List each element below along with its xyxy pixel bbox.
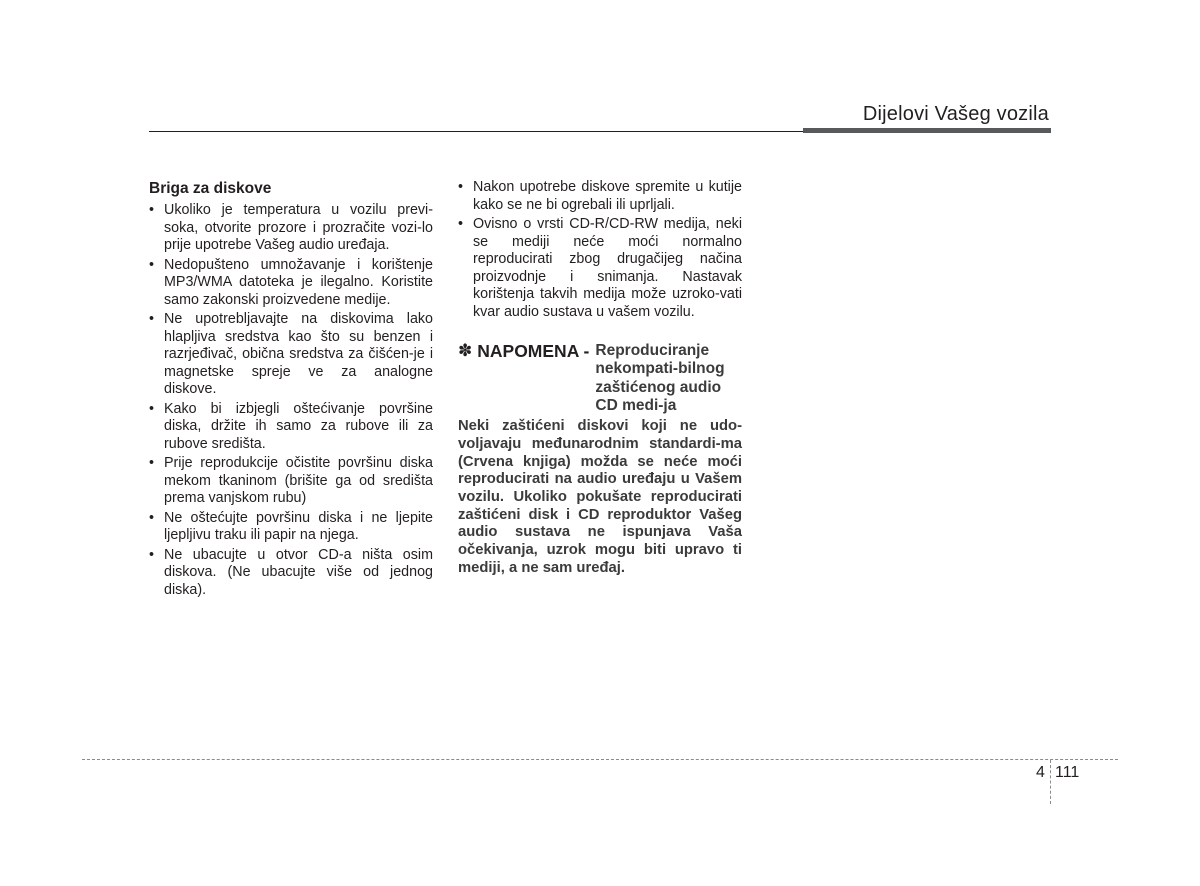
footer-divider <box>82 759 1118 760</box>
list-item: • Ukoliko je temperatura u vozilu previ-soka, otvorite prozore i prozračite vozi-lo prije upotrebe Vašeg audio uređaja. <box>149 202 433 253</box>
bullet-icon: • <box>149 400 155 417</box>
list-item: • Ne oštećujte površinu diska i ne ljepite ljepljivu traku ili papir na njega. <box>149 509 433 543</box>
list-item: • Nedopušteno umnožavanje i korištenje MP3/WMA datoteka je ilegalno. Koristite samo zakonski proizvedene medije. <box>149 256 433 308</box>
disc-storage-list <box>458 179 742 321</box>
bullet-icon: • <box>149 202 155 218</box>
note-label <box>458 342 589 360</box>
list-item: • Ne ubacujte u otvor CD-a ništa osim diskova. (Ne ubacujte više od jednog diska). <box>149 546 433 598</box>
bullet-icon: • <box>149 256 155 273</box>
page-number: 111 <box>1055 764 1080 781</box>
note-heading <box>458 342 742 415</box>
list-item: • Prije reprodukcije očistite površinu diska mekom tkaninom (brišite ga od središta prema vanjskom rubu) <box>149 455 433 506</box>
bullet-icon: • <box>149 546 155 563</box>
header-accent-bar <box>803 128 1051 133</box>
section-title: Briga za diskove <box>149 180 272 197</box>
note-label-text: NAPOMENA - <box>477 341 590 361</box>
chapter-number: 4 <box>1036 764 1045 781</box>
note-subtitle: Reproduciranje nekompati-bilnog zaštićenog audio CD medi-ja <box>595 342 725 414</box>
bullet-icon: • <box>149 455 155 471</box>
list-item: • Nakon upotrebe diskove spremite u kutije kako se ne bi ogrebali ili uprljali. <box>458 179 742 213</box>
list-item: • Ne upotrebljavajte na diskovima lako hlapljiva sredstva kao što su benzen i razrjeđivač, obična sredstva za čišćen-je i magnetske spreje ve za analogne diskove. <box>149 311 433 397</box>
note-body: Neki zaštićeni diskovi koji ne udo-voljavaju međunarodnim standardi-ma (Crvena knjiga) možda se neće moći reproducirati na audio uređaju u Vašem vozilu. Ukoliko pokušate reproducirati zaštićeni disk i CD reproduktor Vašeg audio sustava ne ispunjava Vaša očekivanja, uzrok mogu biti upravo ti mediji, a ne sam uređaj. <box>458 418 742 576</box>
left-column <box>149 179 433 601</box>
note-star-icon: ✽ <box>458 341 473 360</box>
header-rule <box>149 131 804 132</box>
section-header-title: Dijelovi Vašeg vozila <box>862 103 1049 125</box>
bullet-icon: • <box>458 179 464 195</box>
list-item: • Kako bi izbjegli oštećivanje površine diska, držite ih samo za rubove ili za rubove središta. <box>149 400 433 452</box>
bullet-icon: • <box>458 216 464 232</box>
bullet-icon: • <box>149 509 155 526</box>
right-column <box>458 179 742 578</box>
bullet-icon: • <box>149 311 155 327</box>
footer-page-separator <box>1050 760 1051 804</box>
disc-care-list <box>149 202 433 599</box>
list-item: • Ovisno o vrsti CD-R/CD-RW medija, neki se mediji neće moći normalno reproducirati zbog drugačijeg načina proizvodnje i snimanja. Nastavak korištenja takvih medija može uzroko-vati kvar audio sustava u vašem vozilu. <box>458 216 742 320</box>
